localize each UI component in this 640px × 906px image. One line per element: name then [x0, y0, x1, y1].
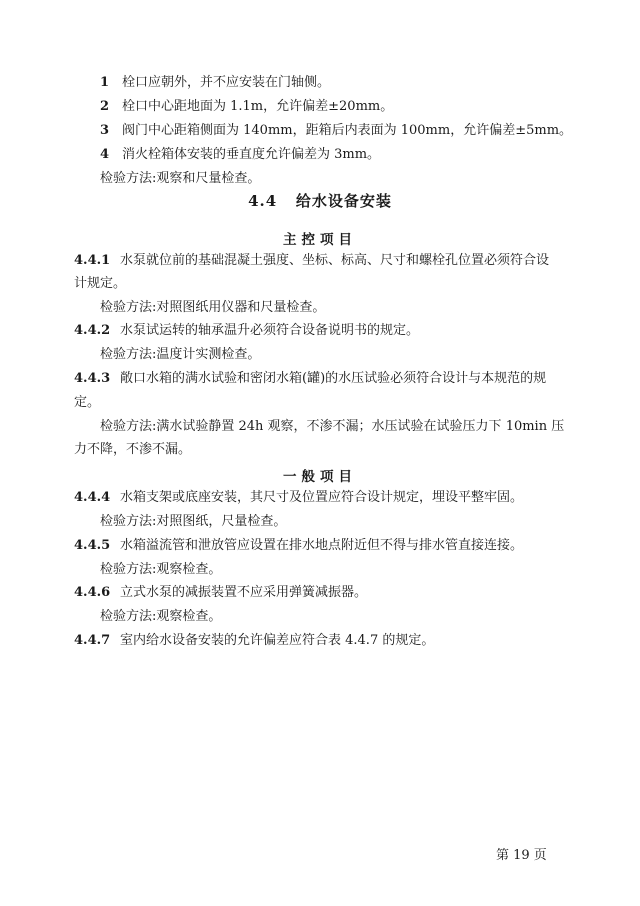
inspection-method-continued: 力不降，不渗不漏。 — [74, 442, 192, 457]
inspection-method: 检验方法:观察检查。 — [100, 609, 222, 624]
clause-text-continued: 定。 — [74, 395, 101, 410]
clause-text: 室内给水设备安装的允许偏差应符合表 4.4.7 的规定。 — [120, 633, 435, 648]
item-text: 栓口中心距地面为 1.1m，允许偏差±20mm。 — [122, 99, 394, 114]
section-name: 给水设备安装 — [295, 192, 392, 210]
clause-4-4-3 — [74, 370, 546, 388]
subsection-title-main-control: 主控项目 — [283, 232, 357, 248]
clause-4-4-4 — [74, 489, 523, 507]
item-number: 4 — [100, 147, 110, 162]
clause-text: 水泵就位前的基础混凝土强度、坐标、标高、尺寸和螺栓孔位置必须符合设 — [120, 253, 550, 268]
clause-text-continued: 计规定。 — [74, 276, 127, 291]
clause-text: 水泵试运转的轴承温升必须符合设备说明书的规定。 — [120, 323, 420, 338]
section-title — [0, 190, 640, 211]
inspection-method: 检验方法:满水试验静置 24h 观察，不渗不漏；水压试验在试验压力下 10min 压 — [100, 419, 565, 434]
clause-number: 4.4.7 — [74, 633, 111, 648]
clause-4-4-6 — [74, 584, 367, 602]
clause-text: 敞口水箱的满水试验和密闭水箱(罐)的水压试验必须符合设计与本规范的规 — [120, 371, 547, 386]
list-item — [100, 98, 393, 116]
list-item — [100, 74, 330, 92]
clause-text: 水箱溢流管和泄放管应设置在排水地点附近但不得与排水管直接连接。 — [120, 538, 524, 553]
clause-4-4-2 — [74, 322, 419, 340]
clause-number: 4.4.1 — [74, 253, 111, 268]
item-text: 消火栓箱体安装的垂直度允许偏差为 3mm。 — [122, 147, 381, 162]
clause-number: 4.4.5 — [74, 538, 111, 553]
clause-text: 水箱支架或底座安装，其尺寸及位置应符合设计规定，埋设平整牢固。 — [120, 490, 524, 505]
inspection-method: 检验方法:对照图纸，尺量检查。 — [100, 514, 287, 529]
item-text: 阀门中心距箱侧面为 140mm，距箱后内表面为 100mm，允许偏差±5mm。 — [122, 123, 573, 138]
item-text: 栓口应朝外，并不应安装在门轴侧。 — [122, 75, 331, 90]
section-number: 4.4 — [248, 192, 278, 210]
clause-number: 4.4.3 — [74, 371, 111, 386]
inspection-method: 检验方法:对照图纸用仪器和尺量检查。 — [100, 300, 326, 315]
clause-number: 4.4.4 — [74, 490, 111, 505]
item-number: 2 — [100, 99, 110, 114]
item-number: 3 — [100, 123, 110, 138]
list-item — [100, 146, 380, 164]
clause-4-4-5 — [74, 537, 523, 555]
list-item — [100, 122, 572, 140]
subsection-title-general: 一般项目 — [283, 469, 357, 485]
inspection-method: 检验方法:观察和尺量检查。 — [100, 171, 261, 186]
inspection-method: 检验方法:温度计实测检查。 — [100, 347, 261, 362]
clause-4-4-7 — [74, 632, 434, 650]
inspection-method: 检验方法:观察检查。 — [100, 562, 222, 577]
clause-4-4-1 — [74, 252, 549, 270]
page-number: 第 19 页 — [496, 848, 547, 863]
clause-number: 4.4.2 — [74, 323, 111, 338]
item-number: 1 — [100, 75, 110, 90]
clause-text: 立式水泵的减振装置不应采用弹簧减振器。 — [120, 585, 368, 600]
clause-number: 4.4.6 — [74, 585, 111, 600]
